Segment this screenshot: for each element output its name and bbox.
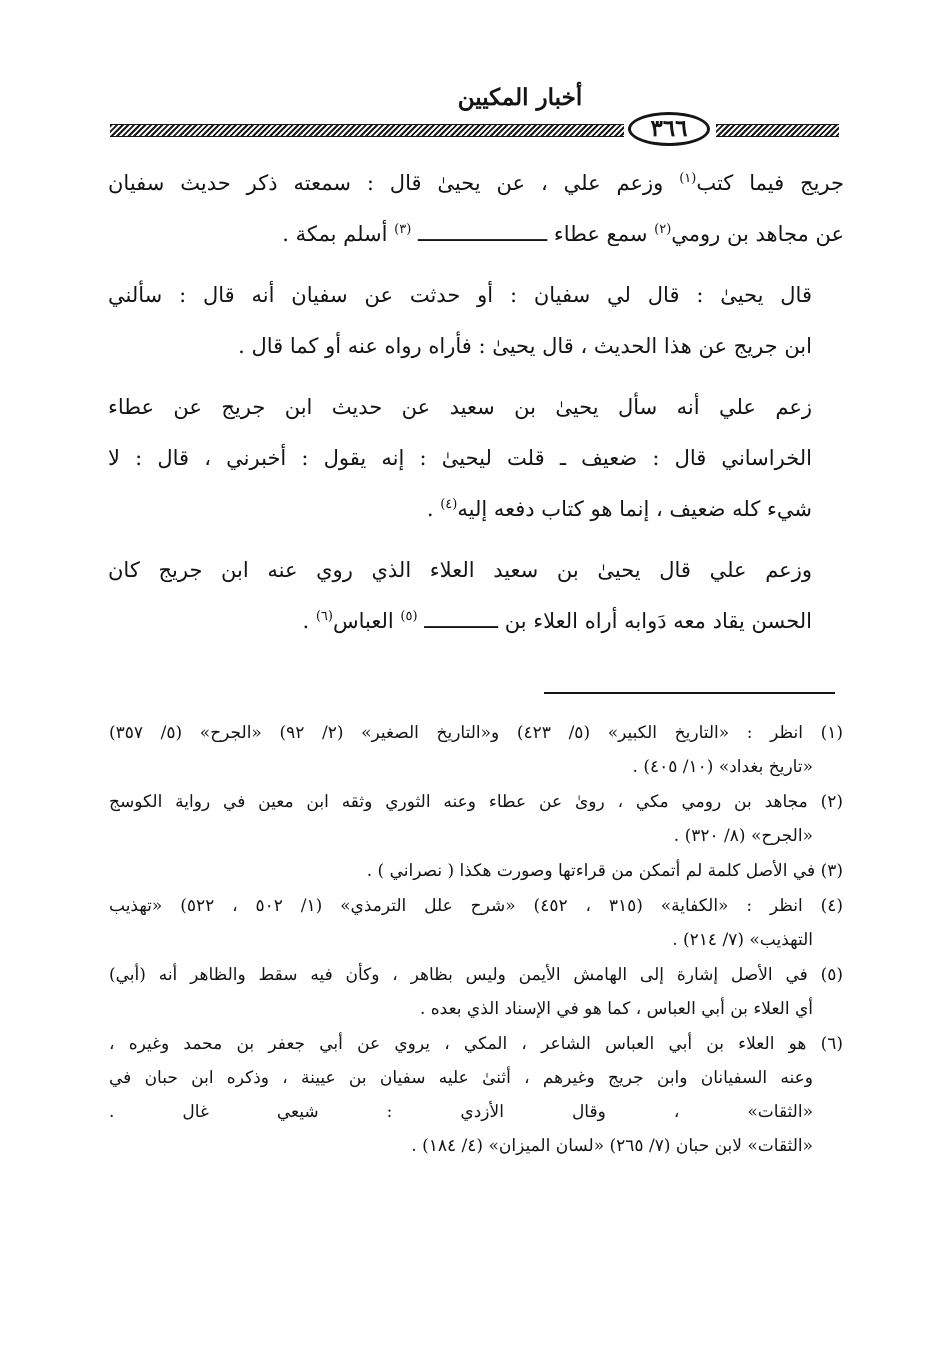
footnote-reference: (٤) <box>440 497 458 512</box>
text-run: أسلم بمكة . <box>282 222 395 246</box>
footnote <box>109 889 843 957</box>
text-run: . <box>426 497 441 521</box>
footnote-separator <box>544 692 835 694</box>
footnote-line: «الثقات» ، وقال الأزدي : شيعي غال . <box>109 1102 813 1122</box>
page-number: ٣٦٦ <box>628 112 710 146</box>
footnote-line: (١) انظر : «التاريخ الكبير» (٥/ ٤٢٣) و«التاريخ الصغير» (٢/ ٩٢) «الجرح» (٥/ ٣٥٧) <box>109 723 843 743</box>
footnote-line: (٢) مجاهد بن رومي مكي ، روىٰ عن عطاء وعنه الثوري وثقه ابن معين في رواية الكوسج <box>109 792 843 812</box>
text-run: ابن جريج عن هذا الحديث ، قال يحيىٰ : فأراه رواه عنه أو كما قال . <box>238 334 812 358</box>
footnote-reference: (٥) <box>400 609 418 624</box>
text-run: جريج فيما كتب <box>696 171 844 195</box>
text-run: سمع عطاء <box>547 222 655 246</box>
header-rule-right <box>716 124 839 137</box>
text-run: الخراساني قال : ضعيف ـ قلت ليحيىٰ : إنه يقول : أخبرني ، قال : لا <box>108 446 812 470</box>
footnote <box>109 785 843 853</box>
footnote <box>109 958 843 1026</box>
footnote-line: التهذيب» (٧/ ٢١٤) . <box>672 930 813 950</box>
running-title: أخبار المكيين <box>457 84 583 111</box>
text-run: وزعم علي ، عن يحيىٰ قال : سمعته ذكر حديث سفيان <box>108 171 680 195</box>
footnote-line: (٤) انظر : «الكفاية» (٣١٥ ، ٤٥٢) «شرح علل الترمذي» (١/ ٥٠٢ ، ٥٢٢) «تهذيب <box>109 896 843 916</box>
footnote-line: أي العلاء بن أبي العباس ، كما هو في الإسناد الذي بعده . <box>419 999 813 1019</box>
lacuna-dashes: ــــــــــــ <box>424 609 499 633</box>
footnote-line: وعنه السفيانان وابن جريج وغيرهم ، أثنىٰ عليه سفيان بن عيينة ، وذكره ابن حبان في <box>109 1068 814 1088</box>
main-text <box>108 158 844 647</box>
text-line <box>108 433 844 484</box>
footnote-line: «الجرح» (٨/ ٣٢٠) . <box>673 826 813 846</box>
body-paragraph <box>108 545 844 647</box>
text-run: العباس <box>332 609 401 633</box>
footnote <box>109 1027 843 1163</box>
text-run: وزعم علي قال يحيىٰ بن سعيد العلاء الذي روي عنه ابن جريج كان <box>108 558 812 582</box>
text-run: الحسن يقاد معه دَوابه أراه العلاء بن <box>498 609 812 633</box>
footnotes <box>109 716 843 1164</box>
text-line <box>108 596 844 647</box>
footnote-line: «الثقات» لابن حبان (٧/ ٢٦٥) «لسان الميزان» (٤/ ١٨٤) . <box>411 1136 813 1156</box>
text-run: . <box>302 609 316 633</box>
footnote <box>109 716 843 784</box>
text-run: زعم علي أنه سأل يحيىٰ بن سعيد عن حديث ابن جريج عن عطاء <box>108 395 812 419</box>
body-paragraph <box>108 270 844 372</box>
text-run: عن مجاهد بن رومي <box>671 222 844 246</box>
header-rule-left <box>110 124 624 137</box>
text-line <box>108 158 844 209</box>
footnote-reference: (٣) <box>394 222 412 237</box>
text-line <box>108 209 844 260</box>
text-line <box>108 270 844 321</box>
text-run: قال يحيىٰ : قال لي سفيان : أو حدثت عن سفيان أنه قال : سألني <box>108 283 812 307</box>
footnote-reference: (١) <box>679 171 697 186</box>
text-line <box>108 484 844 535</box>
footnote-reference: (٦) <box>315 609 333 624</box>
text-line <box>108 545 844 596</box>
body-paragraph <box>108 382 844 535</box>
body-paragraph <box>108 158 844 260</box>
footnote-reference: (٢) <box>654 222 672 237</box>
text-run <box>411 222 418 246</box>
footnote-line: (٦) هو العلاء بن أبي العباس الشاعر ، المكي ، يروي عن أبي جعفر بن محمد وغيره ، <box>109 1034 843 1054</box>
lacuna-dashes: ـــــــــــــــــــــ <box>417 222 548 246</box>
text-line <box>108 321 844 372</box>
footnote-line: (٣) في الأصل كلمة لم أتمكن من قراءتها وصورت هكذا ( نصراني ) . <box>366 861 843 881</box>
footnote-line: «تاريخ بغداد» (١٠/ ٤٠٥) . <box>632 757 813 777</box>
text-line <box>108 382 844 433</box>
footnote <box>109 854 843 888</box>
text-run: شيء كله ضعيف ، إنما هو كتاب دفعه إليه <box>457 497 812 521</box>
footnote-line: (٥) في الأصل إشارة إلى الهامش الأيمن وليس بظاهر ، وكأن فيه سقط والظاهر أنه (أبي) <box>109 965 843 985</box>
